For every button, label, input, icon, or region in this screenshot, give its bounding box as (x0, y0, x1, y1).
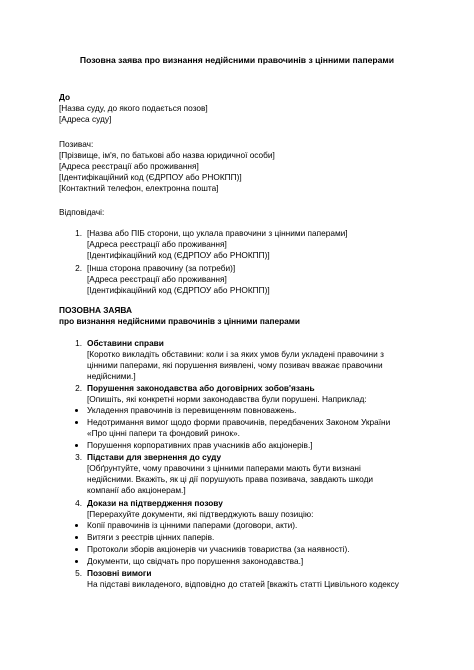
defendant-line: [Інша сторона правочину (за потреби)] (87, 263, 236, 273)
bullet-text: Протоколи зборів акціонерів чи учасників товариства (за наявності). (87, 544, 350, 554)
section-text: недійсними.] (87, 371, 136, 381)
defendant-number: 2. (75, 263, 82, 273)
section-text: [Перерахуйте документи, які підтверджують вашу позицію: (87, 509, 314, 519)
section-text: [Обґрунтуйте, чому правочини з цінними паперами мають бути визнані (87, 463, 361, 473)
section-number: 1. (75, 338, 82, 348)
section-title: Позовні вимоги (87, 568, 152, 578)
section-title: Підстави для звернення до суду (87, 452, 222, 462)
court-name: [Назва суду, до якого подається позов] (59, 103, 208, 113)
section-number: 3. (75, 452, 82, 462)
section-text: На підставі викладеного, відповідно до статей [вкажіть статті Цивільного кодексу (87, 579, 399, 589)
bullet-text: Витяги з реєстрів цінних паперів. (87, 532, 215, 542)
bullet-icon (75, 536, 78, 539)
section-text: компанії або акціонерам.] (87, 485, 186, 495)
bullet-icon (75, 524, 78, 527)
bullet-text: «Про цінні папери та фондовий ринок». (87, 428, 240, 438)
bullet-text: Документи, що свідчать про порушення законодавства.] (87, 556, 304, 566)
bullet-icon (75, 560, 78, 563)
plaintiff-heading: Позивач: (59, 139, 94, 149)
bullet-icon (75, 444, 78, 447)
section-title: Докази на підтвердження позову (87, 498, 223, 508)
claim-subheading: про визнання недійсними правочинів з цінними паперами (59, 316, 300, 326)
defendant-line: [Назва або ПІБ сторони, що уклала правочини з цінними паперами] (87, 228, 348, 238)
section-title: Порушення законодавства або договірних зобов'язань (87, 383, 315, 393)
section-text: недійсними. Вкажіть, як ці дії порушують права позивача, завдають шкоди (87, 474, 374, 484)
plaintiff-line: [Прізвище, ім'я, по батькові або назва юридичної особи] (59, 150, 275, 160)
bullet-icon (75, 548, 78, 551)
defendant-number: 1. (75, 228, 82, 238)
plaintiff-line: [Контактний телефон, електронна пошта] (59, 183, 219, 193)
plaintiff-line: [Адреса реєстрації або проживання] (59, 161, 199, 171)
to-heading: До (59, 92, 71, 102)
section-text: цінними паперами, які порушення виявлені, чому позивач вважає правочини (87, 360, 383, 370)
section-number: 5. (75, 568, 82, 578)
bullet-icon (75, 421, 78, 424)
defendant-line: [Адреса реєстрації або проживання] (87, 274, 227, 284)
defendant-line: [Адреса реєстрації або проживання] (87, 239, 227, 249)
document-title: Позовна заява про визнання недійсними правочинів з цінними паперами (79, 55, 395, 65)
bullet-text: Копії правочинів із цінними паперами (договори, акти). (87, 520, 298, 530)
section-number: 2. (75, 383, 82, 393)
section-text: [Опишіть, які конкретні норми законодавства були порушені. Наприклад: (87, 394, 367, 404)
bullet-text: Укладення правочинів із перевищенням повноважень. (87, 405, 297, 415)
section-text: [Коротко викладіть обставини: коли і за яких умов були укладені правочини з (87, 349, 384, 359)
plaintiff-line: [Ідентифікаційний код (ЄДРПОУ або РНОКПП)] (59, 172, 242, 182)
bullet-icon (75, 409, 78, 412)
section-number: 4. (75, 498, 82, 508)
court-address: [Адреса суду] (59, 114, 112, 124)
defendant-line: [Ідентифікаційний код (ЄДРПОУ або РНОКПП)] (87, 250, 270, 260)
bullet-text: Недотримання вимог щодо форми правочинів, передбачених Законом України (87, 417, 391, 427)
claim-heading: ПОЗОВНА ЗАЯВА (59, 305, 132, 315)
section-title: Обставини справи (87, 338, 164, 348)
defendants-heading: Відповідачі: (59, 207, 105, 217)
bullet-text: Порушення корпоративних прав учасників або акціонерів.] (87, 440, 313, 450)
defendant-line: [Ідентифікаційний код (ЄДРПОУ або РНОКПП)] (87, 285, 270, 295)
